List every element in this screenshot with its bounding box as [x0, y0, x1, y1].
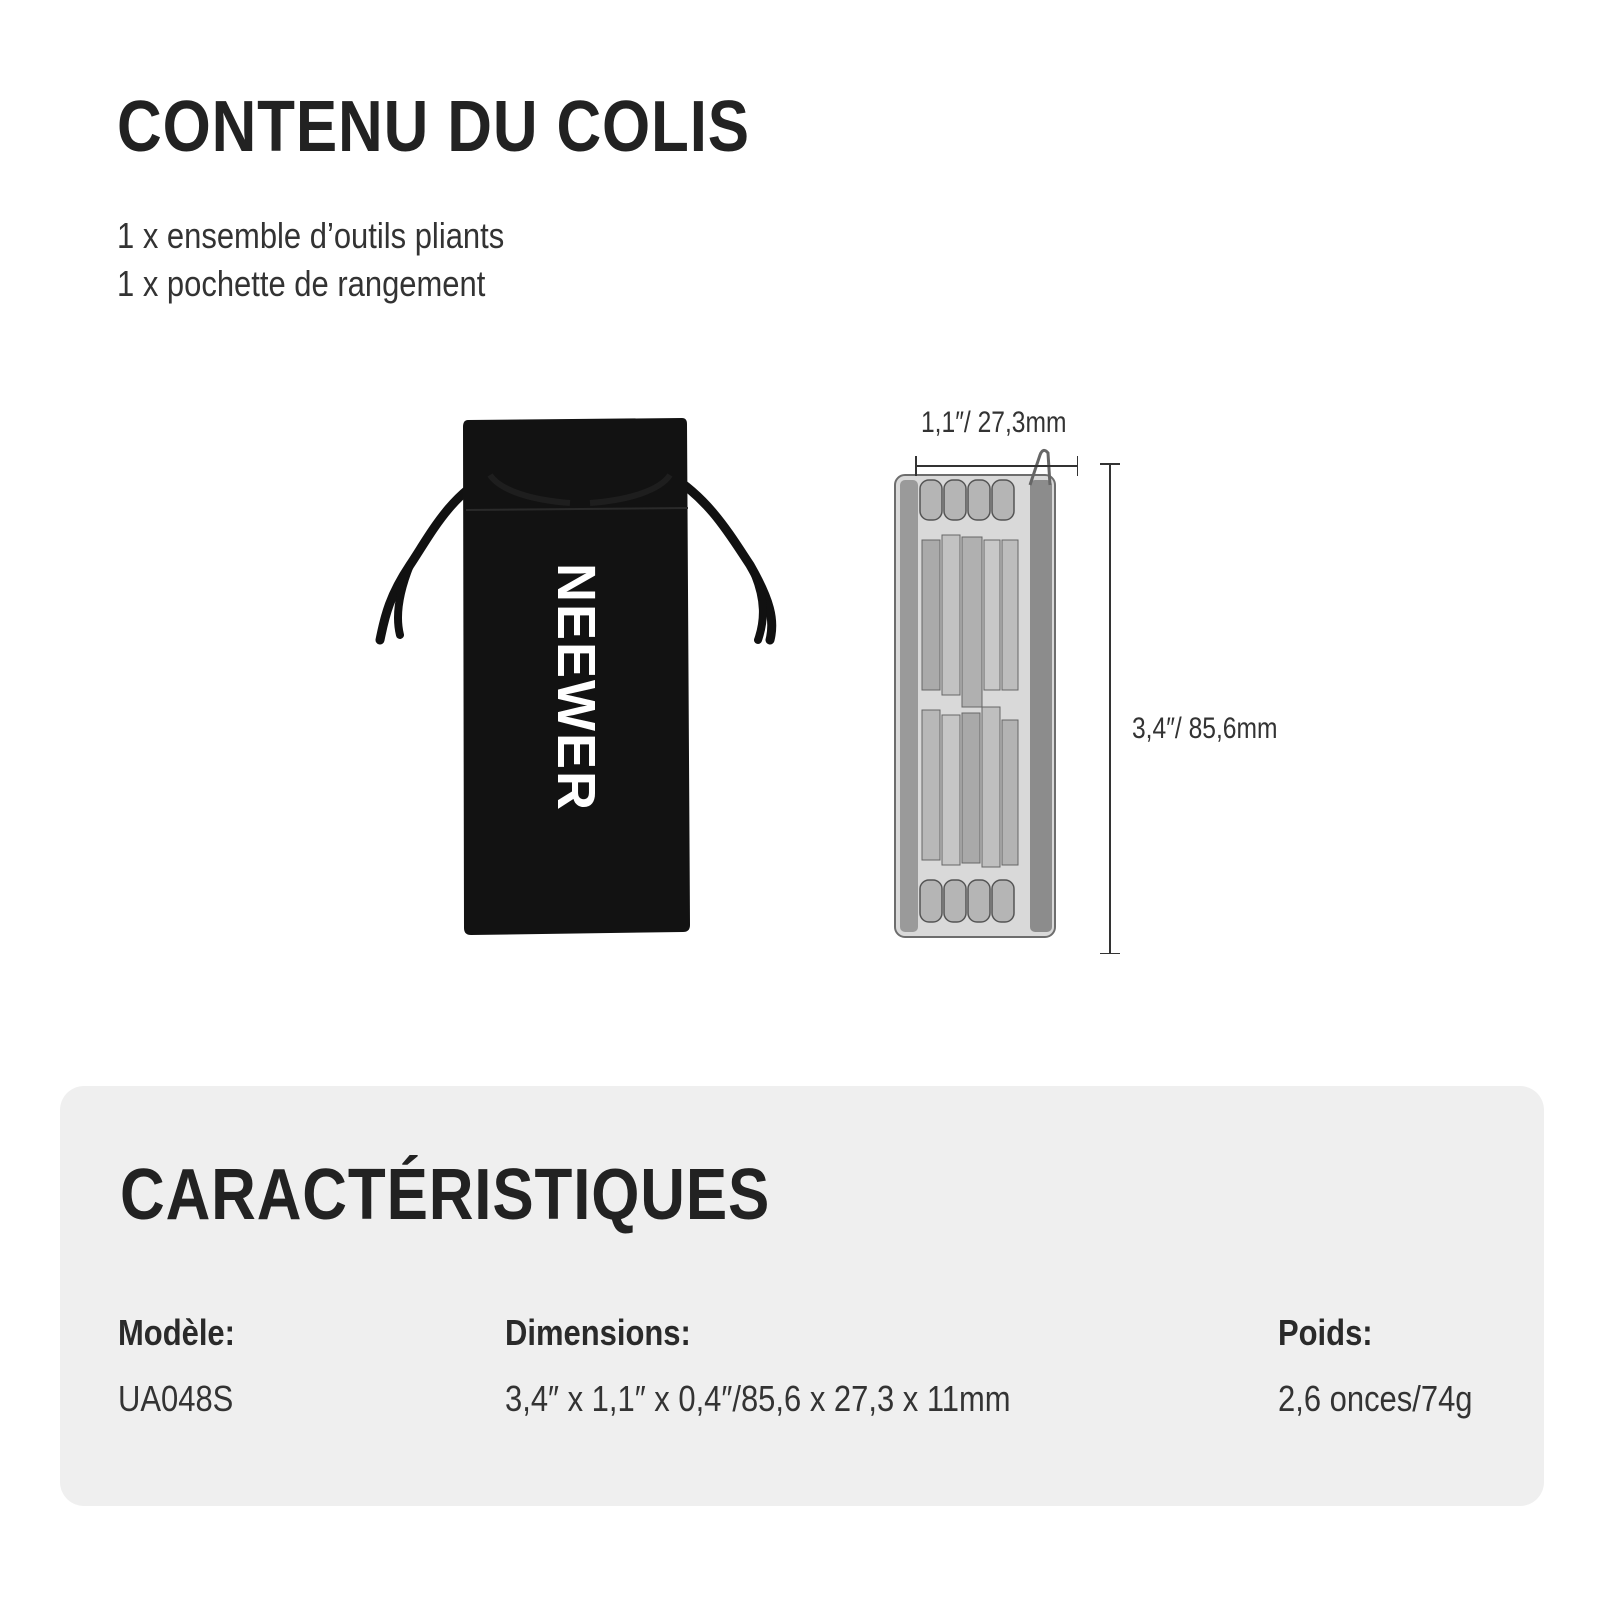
spec-weight: [1278, 1311, 1473, 1421]
spec-dimensions: [505, 1311, 1011, 1421]
spec-dimensions-value: 3,4″ x 1,1″ x 0,4″/85,6 x 27,3 x 11mm: [505, 1378, 1011, 1419]
tool-width-label: 1,1″/ 27,3mm: [921, 406, 1067, 439]
storage-pouch-image: [370, 415, 790, 955]
tool-width-dimension-line: [915, 456, 1078, 476]
specifications-panel: [60, 1086, 1544, 1506]
folding-tool-image: [880, 445, 1080, 955]
spec-dimensions-label: Dimensions:: [505, 1312, 691, 1353]
tool-height-dimension-line: [1100, 463, 1120, 954]
spec-weight-value: 2,6 onces/74g: [1278, 1378, 1473, 1419]
package-item: 1 x pochette de rangement: [117, 263, 486, 304]
tool-height-label: 3,4″/ 85,6mm: [1132, 712, 1278, 745]
specifications-title: CARACTÉRISTIQUES: [120, 1155, 771, 1235]
spec-weight-label: Poids:: [1278, 1312, 1373, 1353]
spec-model-value: UA048S: [118, 1378, 234, 1419]
pouch-brand-logo: NEEWER: [546, 563, 606, 813]
package-item: 1 x ensemble d’outils pliants: [117, 215, 505, 256]
spec-model: [118, 1311, 235, 1421]
package-contents-title: CONTENU DU COLIS: [117, 87, 750, 167]
package-contents-list: [117, 212, 504, 308]
spec-model-label: Modèle:: [118, 1312, 235, 1353]
